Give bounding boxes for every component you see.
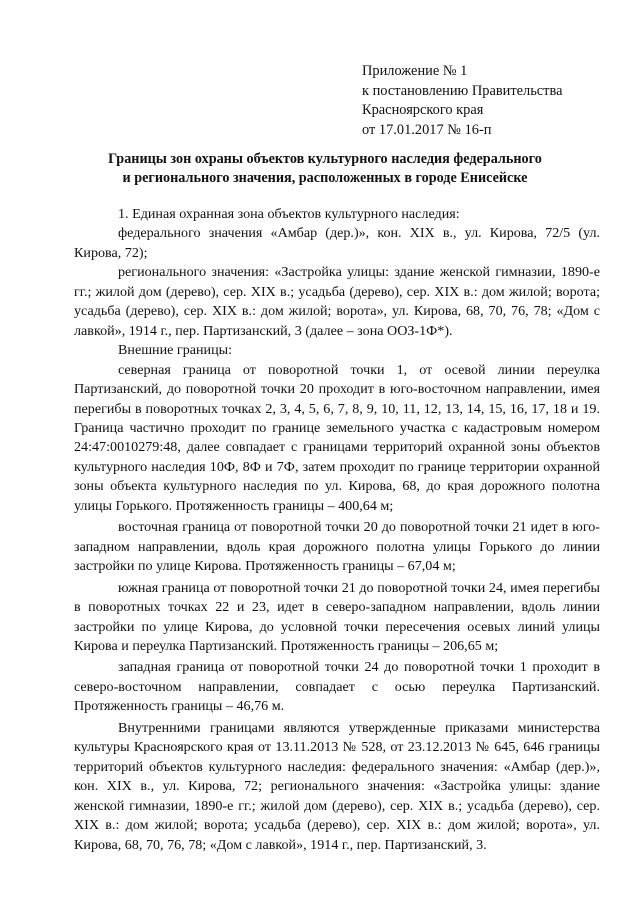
title-line-2: и регионального значения, расположенных в городе Енисейске [122,170,528,186]
title-line-1: Границы зон охраны объектов культурного наследия федерального [108,151,542,167]
appendix-resolution: к постановлению Правительства [362,82,563,99]
appendix-header [362,62,562,140]
paragraph-zone-heading: 1. Единая охранная зона объектов культурного наследия: [118,206,460,222]
paragraph-north-border: северная граница от поворотной точки 1, от осевой линии переулка Партизанский, до поворотной точки 20 проходит в юго-восточном направлении, имея перегибы в поворотных точках 2, 3, 4, 5, 6, 7, 8, 9, 10, 11, 12, 13, 14, 15, 16, 17, 18 и 19. Граница частично проходит по границе земельного участка с кадастровым номером 24:47:0010279:48, далее совпадает с границами территорий охранной зоны объектов культурного наследия 10Ф, 8Ф и 7Ф, затем проходит по границе территории охранной зоны объекта культурного наследия по ул. Кирова, 68, до края дорожного полотна улицы Горького. Протяженность границы – 400,64 м; [74,361,600,514]
paragraph-federal: федерального значения «Амбар (дер.)», кон. XIX в., ул. Кирова, 72/5 (ул. Кирова, 72); [74,225,600,261]
paragraph-east-border: восточная граница от поворотной точки 20 до поворотной точки 21 идет в юго-западном направлении, вдоль края дорожного полотна улицы Горького до линии застройки по улице Кирова. Протяженность границы – 67,04 м; [74,519,600,575]
appendix-number: Приложение № 1 [362,63,468,79]
paragraph-regional: регионального значения: «Застройка улицы: здание женской гимназии, 1890-е гг.; жилой дом (дерево), сер. XIX в.; усадьба (дерево), сер. XIX в.: дом жилой; ворота; усадьба (дерево), сер. XIX в.: дом жилой; ворота», ул. Кирова, 68, 70, 76, 78; «Дом с лавкой», 1914 г., пер. Партизанский, 3 (далее – зона ООЗ-1Ф*). [74,264,600,339]
appendix-date: от 17.01.2017 № 16-п [362,121,492,138]
document-body [74,205,600,855]
paragraph-south-border: южная граница от поворотной точки 21 до поворотной точки 24, имея перегибы в поворотных точках 22 и 23, идет в северо-западном направлении, вдоль линии застройки по улице Кирова, до условной точки пересечения осевых линий улицы Кирова и переулка Партизанский. Протяженность границы – 206,65 м; [74,579,600,654]
paragraph-outer-borders: Внешние границы: [118,342,233,359]
paragraph-west-border: западная граница от поворотной точки 24 до поворотной точки 1 проходит в северо-восточном направлении, совпадает с осью переулка Партизанский. Протяженность границы – 46,76 м. [74,659,600,715]
document-title [60,150,590,188]
appendix-region: Красноярского края [362,102,484,118]
paragraph-inner-borders: Внутренними границами являются утвержденные приказами министерства культуры Красноярского края от 13.11.2013 № 528, от 23.12.2013 № 645, 646 границы территорий объектов культурного наследия: федерального значения: «Амбар (дер.)», кон. XIX в., ул. Кирова, 72; регионального значения: «Застройка улицы: здание женской гимназии, 1890-е гг.; жилой дом (дерево), сер. XIX в.; усадьба (дерево), сер. XIX в.: дом жилой; ворота; усадьба (дерево), сер. XIX в.: дом жилой; ворота», ул. Кирова, 68, 70, 76, 78; «Дом с лавкой», 1914 г., пер. Партизанский, 3. [74,719,600,853]
